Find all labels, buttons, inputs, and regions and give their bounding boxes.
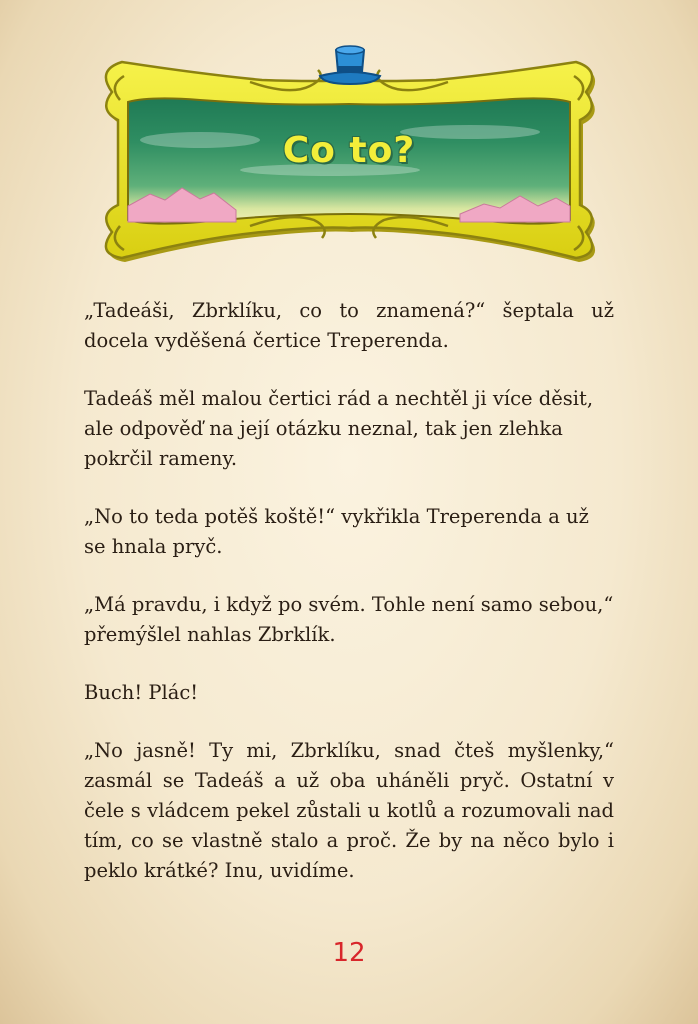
paragraph-3: „No to teda potěš koště!“ vykřikla Treperenda a už se hnala pryč. <box>84 505 589 558</box>
paragraph-1: „Tadeáši, Zbrklíku, co to znamená?“ šeptala už docela vyděšená čertice Treperenda. <box>84 299 614 352</box>
paragraph-2: Tadeáš měl malou čertici rád a nechtěl ji více děsit, ale odpověď na její otázku neznal, tak jen zlehka pokrčil rameny. <box>84 387 594 470</box>
page-title: Co to? <box>282 130 416 171</box>
paragraph-5: Buch! Plác! <box>84 681 199 704</box>
story-text <box>84 296 614 914</box>
paragraph-6: „No jasně! Ty mi, Zbrklíku, snad čteš myšlenky,“ zasmál se Tadeáš a už oba uháněli pryč. Ostatní v čele s vládcem pekel zůstali u kotlů a rozumovali nad tím, co se vlastně stalo a proč. Že by na něco bylo i peklo krátké? Inu, uvidíme. <box>84 739 614 882</box>
top-hat-icon <box>320 46 380 84</box>
paragraph-4: „Má pravdu, i když po svém. Tohle není samo sebou,“ přemýšlel nahlas Zbrklík. <box>84 593 614 646</box>
page-number: 12 <box>332 938 366 968</box>
